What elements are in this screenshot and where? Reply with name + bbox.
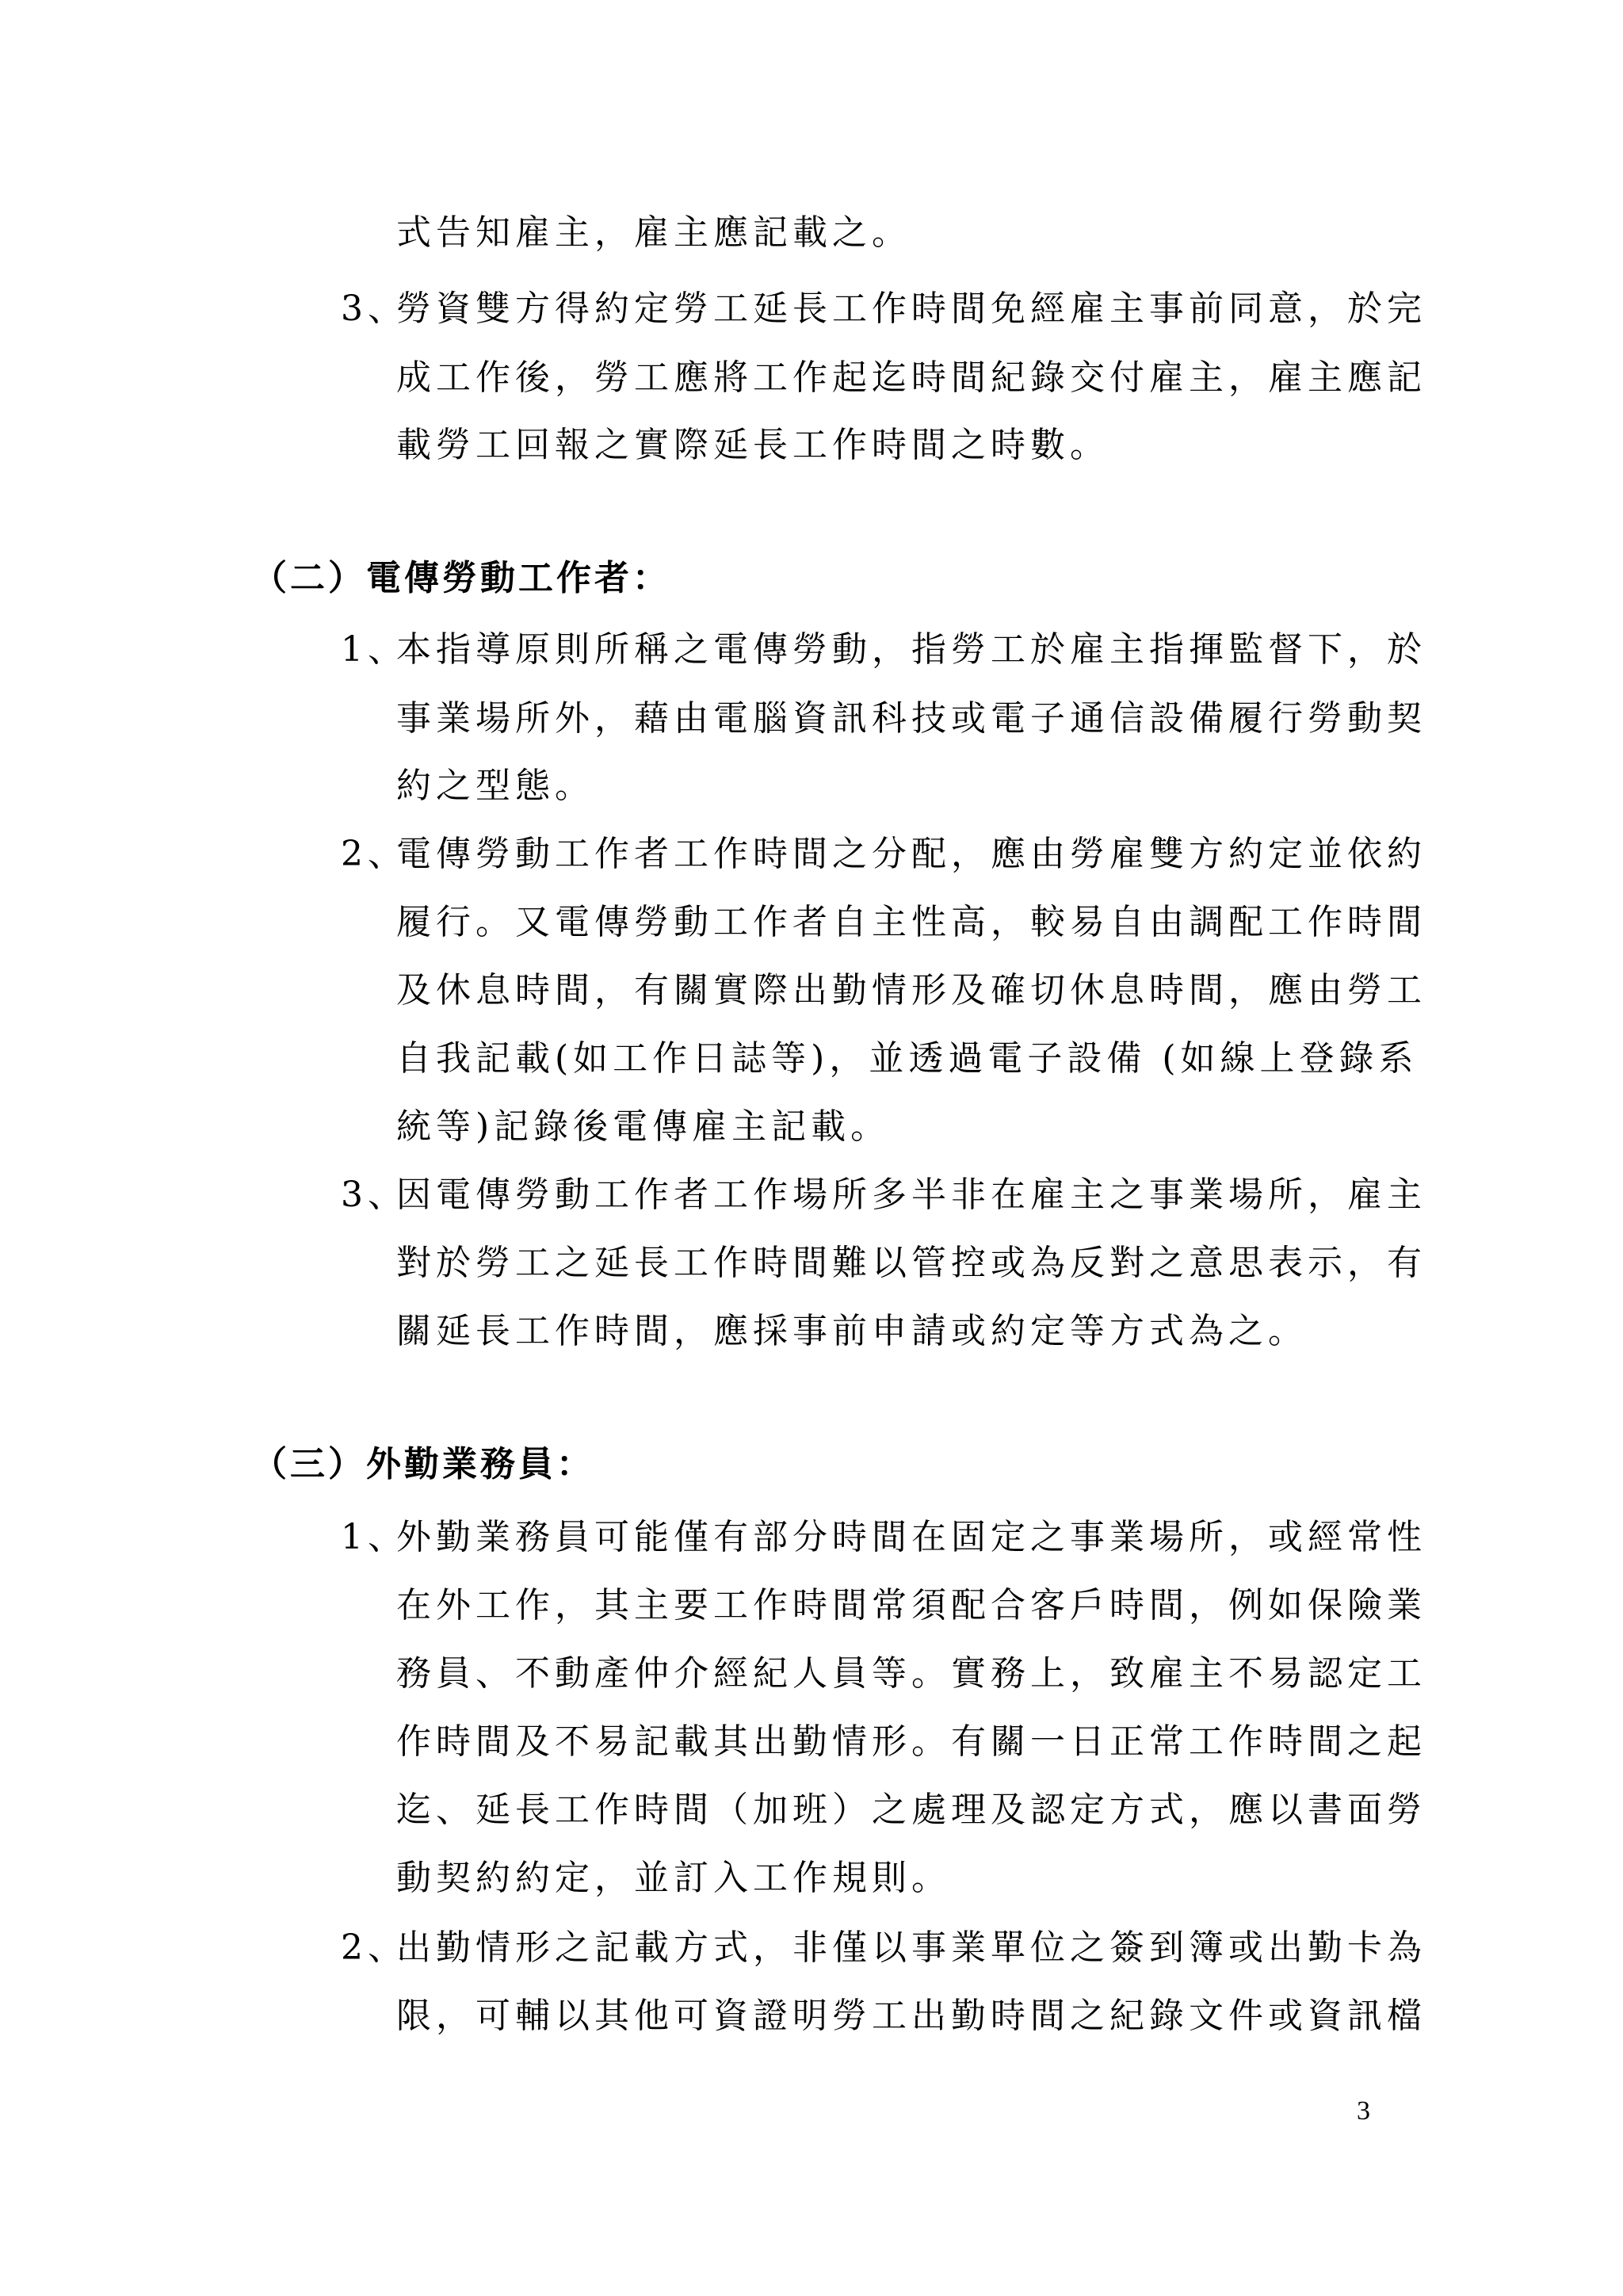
body-line: 式告知雇主，雇主應記載之。 — [396, 212, 911, 253]
page-number: 3 — [1357, 2096, 1370, 2126]
item-number: 3、 — [341, 288, 407, 329]
section-heading: （二）電傳勞動工作者： — [252, 558, 670, 598]
body-line: 在外工作，其主要工作時間常須配合客戶時間，例如保險業 — [396, 1585, 1426, 1626]
body-line: 作時間及不易記載其出勤情形。有關一日正常工作時間之起 — [396, 1721, 1426, 1762]
body-line: 自我記載(如工作日誌等)，並透過電子設備 (如線上登錄系 — [396, 1038, 1419, 1079]
item-number: 3、 — [341, 1175, 407, 1215]
body-line: 約之型態。 — [396, 766, 594, 806]
item-number: 2、 — [341, 834, 407, 874]
body-line: 電傳勞動工作者工作時間之分配，應由勞雇雙方約定並依約 — [396, 834, 1426, 874]
body-line: 對於勞工之延長工作時間難以管控或為反對之意思表示，有 — [396, 1243, 1426, 1283]
body-line: 動契約約定，並訂入工作規則。 — [396, 1858, 951, 1898]
body-line: 限，可輔以其他可資證明勞工出勤時間之紀錄文件或資訊檔 — [396, 1996, 1426, 2036]
body-line: 履行。又電傳勞動工作者自主性高，較易自由調配工作時間 — [396, 902, 1426, 942]
body-line: 載勞工回報之實際延長工作時間之時數。 — [396, 425, 1109, 465]
section-heading: （三）外勤業務員： — [252, 1444, 594, 1484]
item-number: 1、 — [341, 1517, 407, 1557]
body-line: 關延長工作時間，應採事前申請或約定等方式為之。 — [396, 1311, 1308, 1351]
body-line: 勞資雙方得約定勞工延長工作時間免經雇主事前同意，於完 — [396, 288, 1426, 329]
body-line: 統等)記錄後電傳雇主記載。 — [396, 1106, 891, 1147]
body-line: 及休息時間，有關實際出勤情形及確切休息時間，應由勞工 — [396, 970, 1426, 1010]
body-line: 因電傳勞動工作者工作場所多半非在雇主之事業場所，雇主 — [396, 1175, 1426, 1215]
body-line: 本指導原則所稱之電傳勞動，指勞工於雇主指揮監督下，於 — [396, 629, 1426, 670]
item-number: 1、 — [341, 629, 407, 670]
body-line: 外勤業務員可能僅有部分時間在固定之事業場所，或經常性 — [396, 1517, 1426, 1557]
item-number: 2、 — [341, 1927, 407, 1968]
body-line: 出勤情形之記載方式，非僅以事業單位之簽到簿或出勤卡為 — [396, 1927, 1426, 1968]
body-line: 迄、延長工作時間（加班）之處理及認定方式，應以書面勞 — [396, 1790, 1426, 1830]
body-line: 成工作後，勞工應將工作起迄時間紀錄交付雇主，雇主應記 — [396, 357, 1426, 398]
body-line: 事業場所外，藉由電腦資訊科技或電子通信設備履行勞動契 — [396, 698, 1426, 739]
body-line: 務員、不動產仲介經紀人員等。實務上，致雇主不易認定工 — [396, 1653, 1426, 1694]
